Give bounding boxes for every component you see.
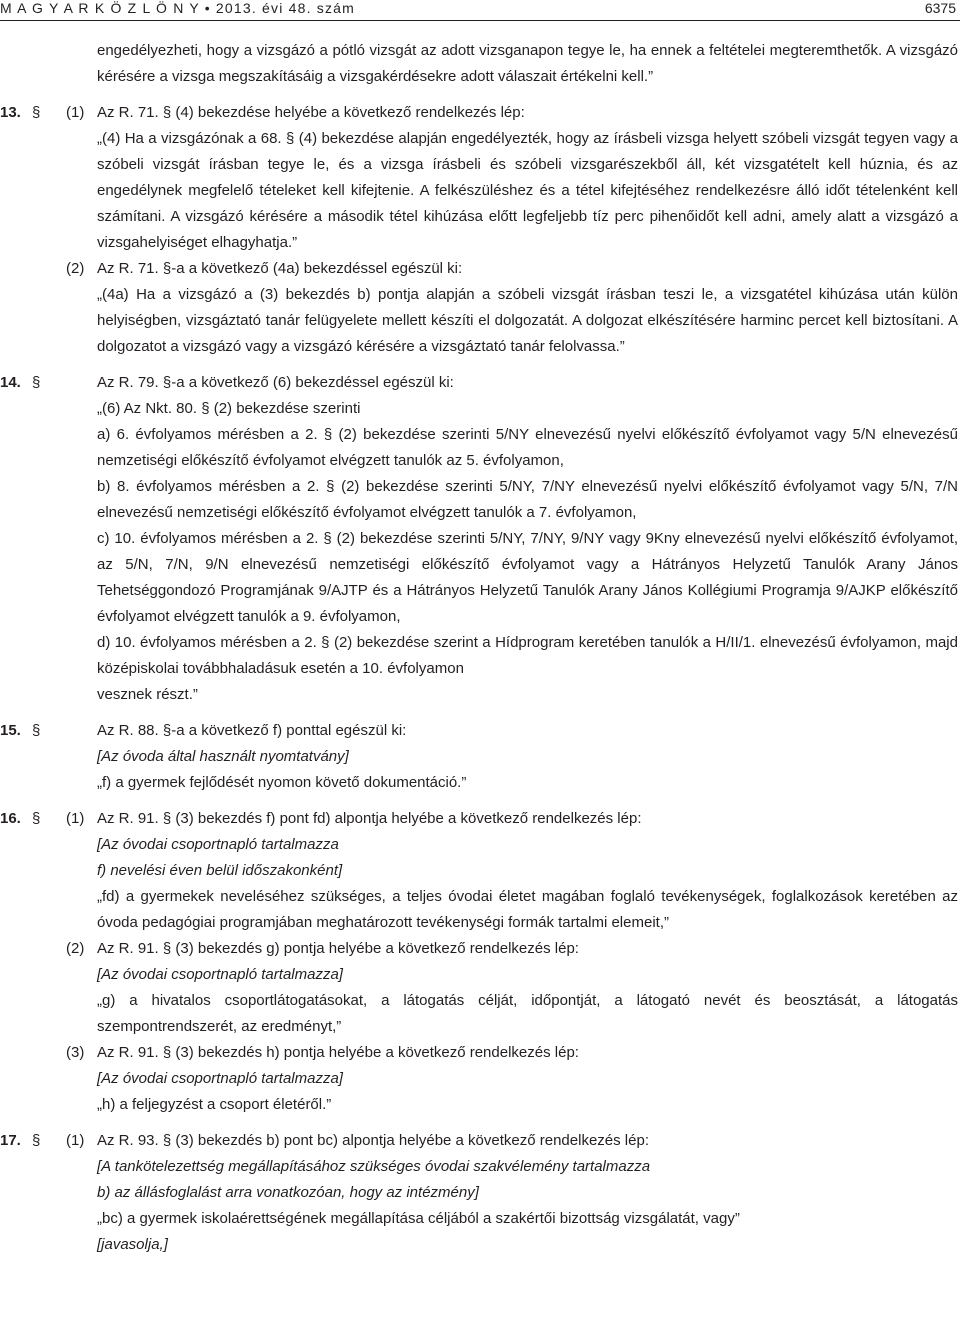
document-body (0, 38, 960, 1258)
paragraph-number: (1) (66, 1132, 85, 1149)
paragraph-number: (3) (66, 1044, 85, 1061)
section-symbol: § (32, 722, 41, 739)
section-13-heading (0, 100, 960, 126)
amendment-text: „fd) a gyermekek neveléséhez szükséges, a teljes óvodai életet magában foglaló tevékenységek, foglalkozások keretében az óvoda pedagógiai programjában meghatározott tevékenységi formák tartalmi elemeit,” (97, 888, 958, 931)
header-rule (0, 20, 960, 21)
section-17-heading (0, 1128, 960, 1154)
section-symbol: § (32, 374, 41, 391)
context-bracket: [Az óvoda által használt nyomtatvány] (97, 748, 349, 765)
page-header (0, 0, 960, 18)
context-bracket: [Az óvodai csoportnapló tartalmazza (97, 836, 339, 853)
context-bracket: f) nevelési éven belül időszakonként] (97, 862, 343, 879)
section-symbol: § (32, 1132, 41, 1149)
paragraph-number: (2) (66, 260, 85, 277)
amendment-lead: Az R. 71. §-a a következő (4a) bekezdéssel egészül ki: (97, 260, 463, 277)
amendment-lead: Az R. 91. § (3) bekezdés g) pontja helyébe a következő rendelkezés lép: (97, 940, 579, 957)
running-head: M A G Y A R K Ö Z L Ö N Y • 2013. évi 48. szám (0, 0, 356, 16)
amendment-lead: Az R. 88. §-a a következő f) ponttal egészül ki: (97, 722, 407, 739)
list-item-d: d) 10. évfolyamos mérésben a 2. § (2) bekezdése szerint a Hídprogram keretében tanulók a H/II/1. elnevezésű évfolyamon, majd középiskolai továbbhaladásuk esetén a 10. évfolyamon (97, 634, 958, 677)
amendment-text: „g) a hivatalos csoportlátogatásokat, a látogatás célját, időpontját, a látogató nevét és beosztását, a látogatás szempontrendszerét, az eredményt,” (97, 992, 958, 1035)
section-16-paragraph-3 (0, 1040, 960, 1066)
amendment-lead: Az R. 79. §-a a következő (6) bekezdéssel egészül ki: (97, 374, 454, 391)
amendment-text: „(4) Ha a vizsgázónak a 68. § (4) bekezdése alapján engedélyezték, hogy az írásbeli vizsga helyett szóbeli vizsgát tegyen vagy a szóbeli vizsgát írásban tegye le, és a vizsga írásbeli és szóbeli vizsgarészekből áll, két vizsgatételt kell húznia, és az engedélynek megfelelő tételeket kell kifejtenie. A felkészüléshez és a tétel kifejtéséhez rendelkezésre álló időt tételenként kell számítani. A vizsgázó kérésére a második tétel kihúzása előtt legfeljebb tíz perc pihenőidőt kell adni, amely alatt a vizsgázó a vizsgahelyiséget elhagyhatja.” (97, 130, 958, 251)
context-bracket: [Az óvodai csoportnapló tartalmazza] (97, 1070, 343, 1087)
section-13-paragraph-2 (0, 256, 960, 282)
context-bracket: [A tankötelezettség megállapításához szükséges óvodai szakvélemény tartalmazza (97, 1158, 651, 1175)
amendment-lead: Az R. 93. § (3) bekezdés b) pont bc) alpontja helyébe a következő rendelkezés lép: (97, 1132, 649, 1149)
section-number: 16. (0, 810, 21, 827)
context-bracket: b) az állásfoglalást arra vonatkozóan, hogy az intézmény] (97, 1184, 479, 1201)
paragraph-number: (2) (66, 940, 85, 957)
list-item-a: a) 6. évfolyamos mérésben a 2. § (2) bekezdése szerinti 5/NY elnevezésű nyelvi előkészítő évfolyamot vagy 5/N elnevezésű nemzetiségi előkészítő évfolyamot elvégzett tanulók az 5. évfolyamon, (97, 426, 958, 469)
amendment-item: „(6) Az Nkt. 80. § (2) bekezdése szerinti (97, 400, 361, 417)
amendment-text: „(4a) Ha a vizsgázó a (3) bekezdés b) pontja alapján a szóbeli vizsgát írásban teszi le, a vizsgatétel kihúzása után külön helyiségben, vizsgáztató tanár felügyelete mellett készíti el dolgozatát. A dolgozat elkészítésére harminc percet kell biztosítani. A dolgozatot a vizsgázó vagy a vizsgázó kérésére a vizsgáztató tanár felolvassa.” (97, 286, 958, 355)
intro-paragraph: engedélyezheti, hogy a vizsgázó a pótló vizsgát az adott vizsganapon tegye le, ha ennek a feltételei megteremthetők. A vizsgázó kérésére a vizsga megszakításáig a vizsgakérdésekre adott válaszait értékelni kell.” (97, 42, 958, 85)
section-symbol: § (32, 104, 41, 121)
section-symbol: § (32, 810, 41, 827)
section-number: 15. (0, 722, 21, 739)
list-item-c: c) 10. évfolyamos mérésben a 2. § (2) bekezdése szerinti 5/NY, 7/NY, 9/NY vagy 9Kny elnevezésű nyelvi előkészítő évfolyamot, az 5/N, 7/N, 9/N elnevezésű nemzetiségi előkészítő évfolyamot vagy a Hátrányos Helyzetű Tanulók Arany János Tehetséggondozó Programjának 9/AJTP és a Hátrányos Helyzetű Tanulók Arany János Kollégiumi Programja 9/AJKP előkészítő évfolyamot elvégzett tanulók a 9. évfolyamon, (97, 530, 958, 625)
section-14-heading (0, 370, 960, 396)
section-16-heading (0, 806, 960, 832)
section-number: 13. (0, 104, 21, 121)
context-bracket: [javasolja,] (97, 1236, 168, 1253)
section-16-paragraph-2 (0, 936, 960, 962)
paragraph-number: (1) (66, 810, 85, 827)
amendment-item: „bc) a gyermek iskolaérettségének megállapítása céljából a szakértői bizottság vizsgálatát, vagy” (97, 1210, 740, 1227)
page-number: 6375 (924, 0, 956, 16)
list-item-b: b) 8. évfolyamos mérésben a 2. § (2) bekezdése szerinti 5/NY, 7/NY elnevezésű nyelvi előkészítő évfolyamot vagy 5/N, 7/N elnevezésű nemzetiségi előkészítő évfolyamot elvégzett tanulók a 7. évfolyamon, (97, 478, 958, 521)
section-number: 17. (0, 1132, 21, 1149)
amendment-lead: Az R. 71. § (4) bekezdése helyébe a következő rendelkezés lép: (97, 104, 525, 121)
paragraph-number: (1) (66, 104, 85, 121)
section-15-heading (0, 718, 960, 744)
context-bracket: [Az óvodai csoportnapló tartalmazza] (97, 966, 343, 983)
section-number: 14. (0, 374, 21, 391)
amendment-closing: vesznek részt.” (97, 686, 198, 703)
amendment-item: „h) a feljegyzést a csoport életéről.” (97, 1096, 332, 1113)
amendment-lead: Az R. 91. § (3) bekezdés h) pontja helyébe a következő rendelkezés lép: (97, 1044, 579, 1061)
amendment-item: „f) a gyermek fejlődését nyomon követő dokumentáció.” (97, 774, 467, 791)
amendment-lead: Az R. 91. § (3) bekezdés f) pont fd) alpontja helyébe a következő rendelkezés lép: (97, 810, 642, 827)
